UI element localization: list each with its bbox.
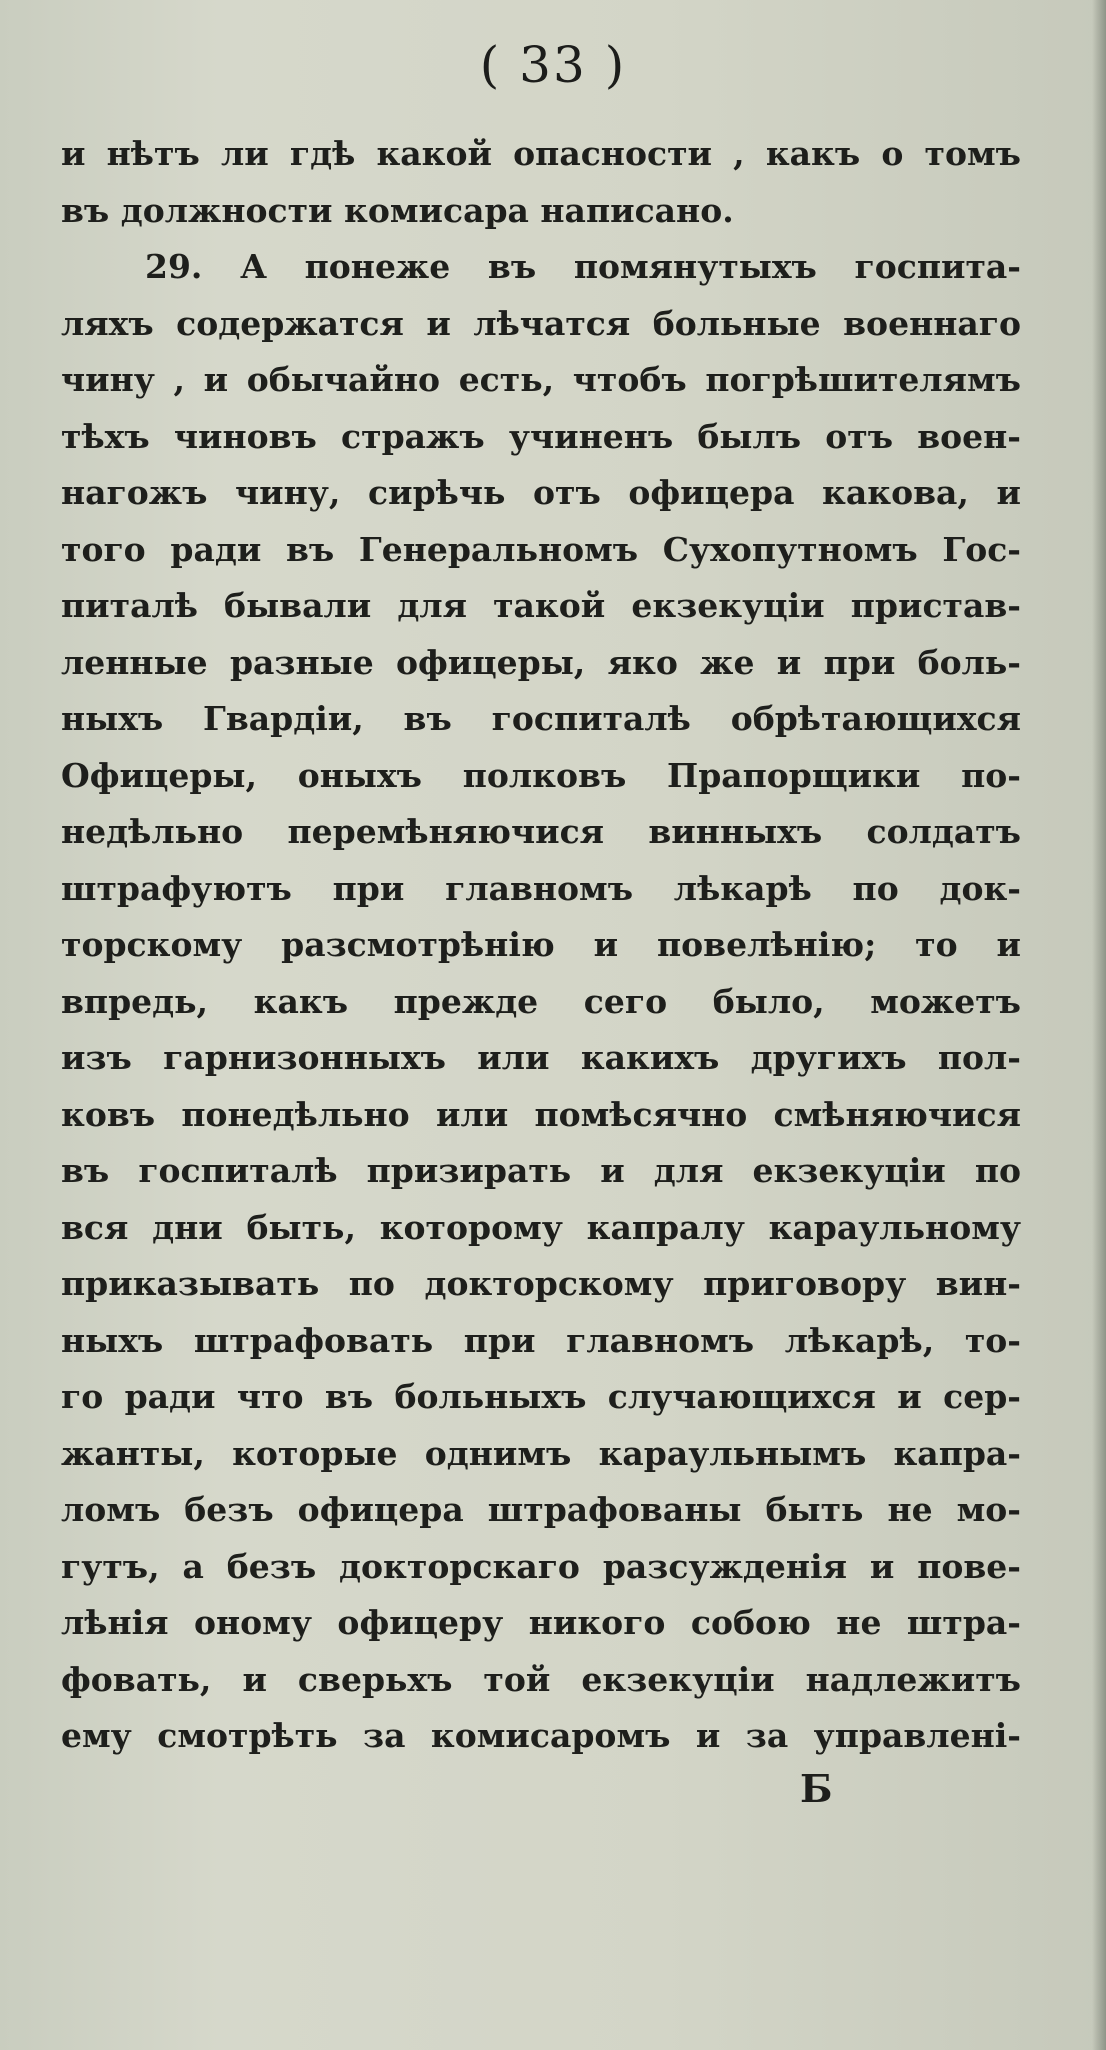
text-line: недѣльно перемѣняючися винныхъ солдатъ: [61, 812, 1021, 851]
text-line: приказывать по докторскому приговору вин-: [61, 1264, 1021, 1303]
text-line: питалѣ бывали для такой екзекуціи пристав-: [61, 586, 1021, 625]
signature-mark: Б: [800, 1766, 833, 1811]
text-line: нагожъ чину, сирѣчь отъ офицера какова, и: [61, 473, 1021, 512]
text-line: гутъ, а безъ докторскаго разсужденія и пове-: [61, 1546, 1021, 1586]
text-line: жанты, которые однимъ караульнымъ капра-: [61, 1433, 1021, 1473]
text-line: штрафуютъ при главномъ лѣкарѣ по док-: [61, 868, 1021, 908]
body-text: [61, 126, 1021, 1765]
text-line: ковъ понедѣльно или помѣсячно смѣняючися: [61, 1094, 1021, 1134]
text-line: фовать, и сверьхъ той екзекуціи надлежитъ: [61, 1659, 1021, 1699]
text-line: въ госпиталѣ призирать и для екзекуціи по: [61, 1151, 1021, 1190]
text-line: 29. А понеже въ помянутыхъ госпита-: [145, 247, 1021, 286]
text-line: ленные разные офицеры, яко же и при боль-: [61, 642, 1021, 682]
text-line: вся дни быть, которому капралу караульному: [61, 1207, 1021, 1247]
text-line: чину , и обычайно есть, чтобъ погрѣшителямъ: [61, 360, 1021, 399]
text-line: ляхъ содержатся и лѣчатся больные военнаго: [61, 303, 1021, 343]
text-line: въ должности комисара написано.: [61, 190, 734, 230]
text-line: и нѣтъ ли гдѣ какой опасности , какъ о томъ: [61, 134, 1021, 173]
text-line: Офицеры, оныхъ полковъ Прапорщики по-: [61, 755, 1021, 795]
text-line: торскому разсмотрѣнію и повелѣнію; то и: [61, 925, 1021, 964]
text-line: изъ гарнизонныхъ или какихъ другихъ пол-: [61, 1038, 1021, 1077]
text-line: ему смотрѣть за комисаромъ и за управлені-: [61, 1716, 1021, 1755]
text-line: впредь, какъ прежде сего было, можетъ: [61, 981, 1021, 1021]
text-line: ломъ безъ офицера штрафованы быть не мо-: [61, 1490, 1021, 1529]
text-line: ныхъ штрафовать при главномъ лѣкарѣ, то-: [61, 1320, 1021, 1360]
text-line: го ради что въ больныхъ случающихся и сер-: [61, 1377, 1021, 1416]
text-line: лѣнія оному офицеру никого собою не штра-: [61, 1603, 1021, 1642]
text-line: того ради въ Генеральномъ Сухопутномъ Гос-: [61, 529, 1021, 569]
text-line: тѣхъ чиновъ стражъ учиненъ былъ отъ воен-: [61, 416, 1021, 456]
page-number: ( 33 ): [479, 36, 627, 94]
text-line: ныхъ Гвардіи, въ госпиталѣ обрѣтающихся: [61, 699, 1021, 738]
